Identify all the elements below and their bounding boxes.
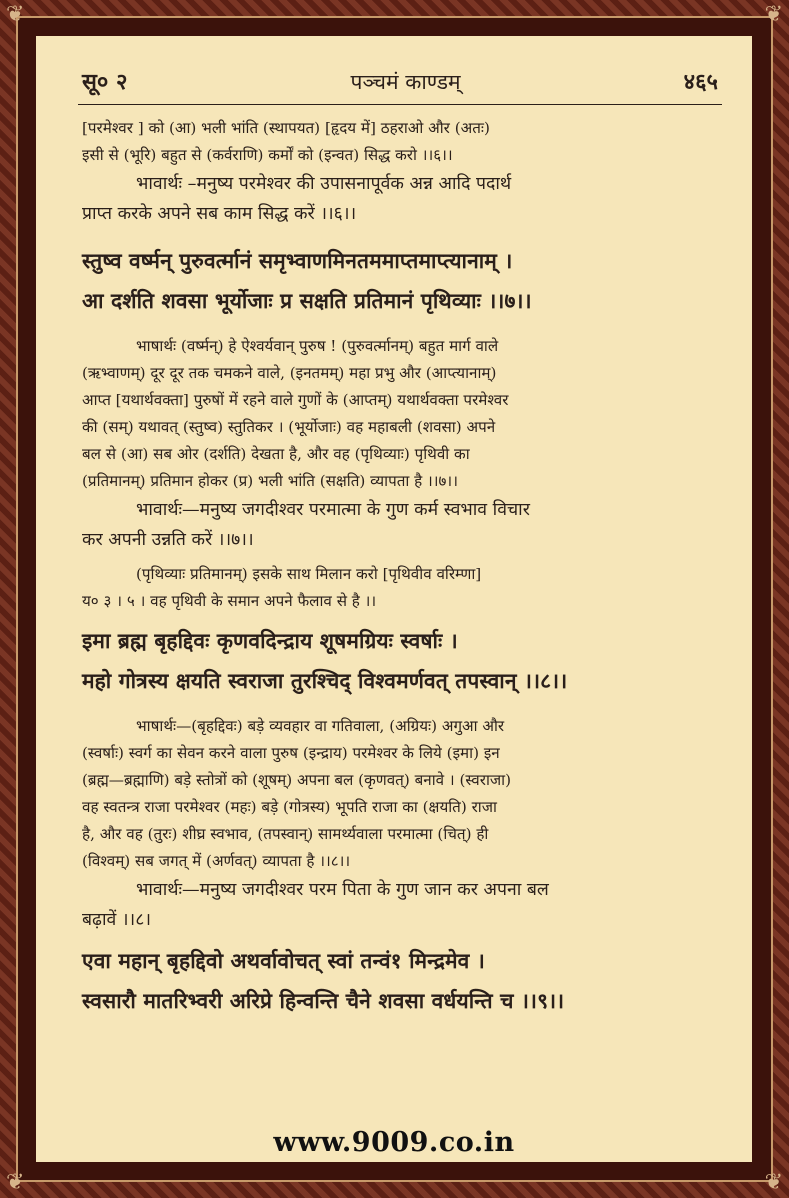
bhavartha-line: प्राप्त करके अपने सब काम सिद्ध करें ।।६।। — [82, 204, 357, 224]
text-line: [परमेश्वर ] को (आ) भली भांति (स्थापयत) [हृदय में] ठहराओ और (अतः) — [82, 119, 490, 137]
bhasharth-line: की (सम्) यथावत् (स्तुष्व) स्तुतिकर । (भूर्योजाः) वह महाबली (शवसा) अपने — [82, 418, 496, 436]
website-url: www.9009.co.in — [273, 1127, 515, 1158]
bhasharth-line: (ऋभ्वाणम्) दूर दूर तक चमकने वाले, (इनतमम्) महा प्रभु और (आप्त्यानाम्) — [82, 364, 497, 382]
text-line: इसी से (भूरि) बहुत से (कर्वराणि) कर्मों को (इन्वत) सिद्ध करो ।।६।। — [82, 146, 453, 164]
mantra-line: स्वसारौ मातरिभ्वरी अरिप्रे हिन्वन्ति चैने शवसा वर्धयन्ति च ।।९।। — [82, 988, 565, 1013]
bhasharth-line: (विश्वम्) सब जगत् में (अर्णवत्) व्यापता है ।।८।। — [82, 852, 351, 870]
mantra-line: स्तुष्व वर्ष्मन् पुरुवर्त्मानं समृभ्वाणमिनतममाप्तमाप्त्यानाम् । — [82, 248, 513, 273]
note-line: (पृथिव्याः प्रतिमानम्) इसके साथ मिलान करो [पृथिवीव वरिम्णा] — [136, 565, 482, 583]
bhasharth-line: (प्रतिमानम्) प्रतिमान होकर (प्र) भली भांति (सक्षति) व्यापता है ।।७।। — [82, 472, 458, 490]
sukta-number: सू० २ — [82, 69, 128, 95]
header-rule — [78, 104, 722, 105]
bhasharth-line: भाषार्थः—(बृहद्दिवः) बड़े व्यवहार वा गतिवाला, (अग्रियः) अगुआ और — [136, 717, 505, 735]
bhasharth-line: आप्त [यथार्थवक्ता] पुरुषों में रहने वाले गुणों के (आप्तम्) यथार्थवक्ता परमेश्वर — [82, 391, 509, 409]
note-line: य० ३ । ५ । वह पृथिवी के समान अपने फैलाव से है ।। — [82, 592, 377, 610]
kanda-title: पञ्चमं काण्डम् — [350, 70, 461, 94]
bhavartha-line: भावार्थः—मनुष्य जगदीश्वर परम पिता के गुण जान कर अपना बल — [136, 880, 549, 900]
mantra-line: आ दर्शति शवसा भूर्योजाः प्र सक्षति प्रतिमानं पृथिव्याः ।।७।। — [82, 288, 532, 313]
page-header — [82, 66, 718, 96]
corner-flourish-icon: ❦ — [6, 2, 25, 27]
book-page — [36, 36, 752, 1162]
page-number: ४६५ — [683, 69, 718, 95]
bhavartha-line: भावार्थः –मनुष्य परमेश्वर की उपासनापूर्वक अन्न आदि पदार्थ — [136, 174, 512, 194]
corner-flourish-icon: ❦ — [6, 1170, 25, 1195]
bhasharth-line: (स्वर्षाः) स्वर्ग का सेवन करने वाला पुरुष (इन्द्राय) परमेश्वर के लिये (इमा) इन — [82, 744, 500, 762]
bhavartha-line: कर अपनी उन्नति करें ।।७।। — [82, 530, 254, 550]
bhasharth-line: है, और वह (तुरः) शीघ्र स्वभाव, (तपस्वान्) सामर्थ्यवाला परमात्मा (चित्) ही — [82, 825, 489, 843]
bhavartha-line: भावार्थः—मनुष्य जगदीश्वर परमात्मा के गुण कर्म स्वभाव विचार — [136, 500, 530, 520]
bhavartha-line: बढ़ावें ।।८। — [82, 910, 152, 930]
bhasharth-line: (ब्रह्म—ब्रह्माणि) बड़े स्तोत्रों को (शूषम्) अपना बल (कृणवत्) बनावे । (स्वराजा) — [82, 771, 512, 789]
corner-flourish-icon: ❦ — [764, 1170, 783, 1195]
bhasharth-line: वह स्वतन्त्र राजा परमेश्वर (महः) बड़े (गोत्रस्य) भूपति राजा का (क्षयति) राजा — [82, 798, 497, 816]
mantra-line: महो गोत्रस्य क्षयति स्वराजा तुरश्चिद् विश्वमर्णवत् तपस्वान् ।।८।। — [82, 668, 568, 693]
mantra-line: एवा महान् बृहद्दिवो अथर्वावोचत् स्वां तन्वं१ मिन्द्रमेव । — [82, 948, 485, 973]
bhasharth-line: बल से (आ) सब ओर (दर्शति) देखता है, और वह (पृथिव्याः) पृथिवी का — [82, 445, 470, 463]
bhasharth-line: भाषार्थः (वर्ष्मन्) हे ऐश्वर्यवान् पुरुष ! (पुरुवर्त्मानम्) बहुत मार्ग वाले — [136, 337, 499, 355]
corner-flourish-icon: ❦ — [764, 2, 783, 27]
mantra-line: इमा ब्रह्म बृहद्दिवः कृणवदिन्द्राय शूषमग्रियः स्वर्षाः । — [82, 628, 458, 653]
